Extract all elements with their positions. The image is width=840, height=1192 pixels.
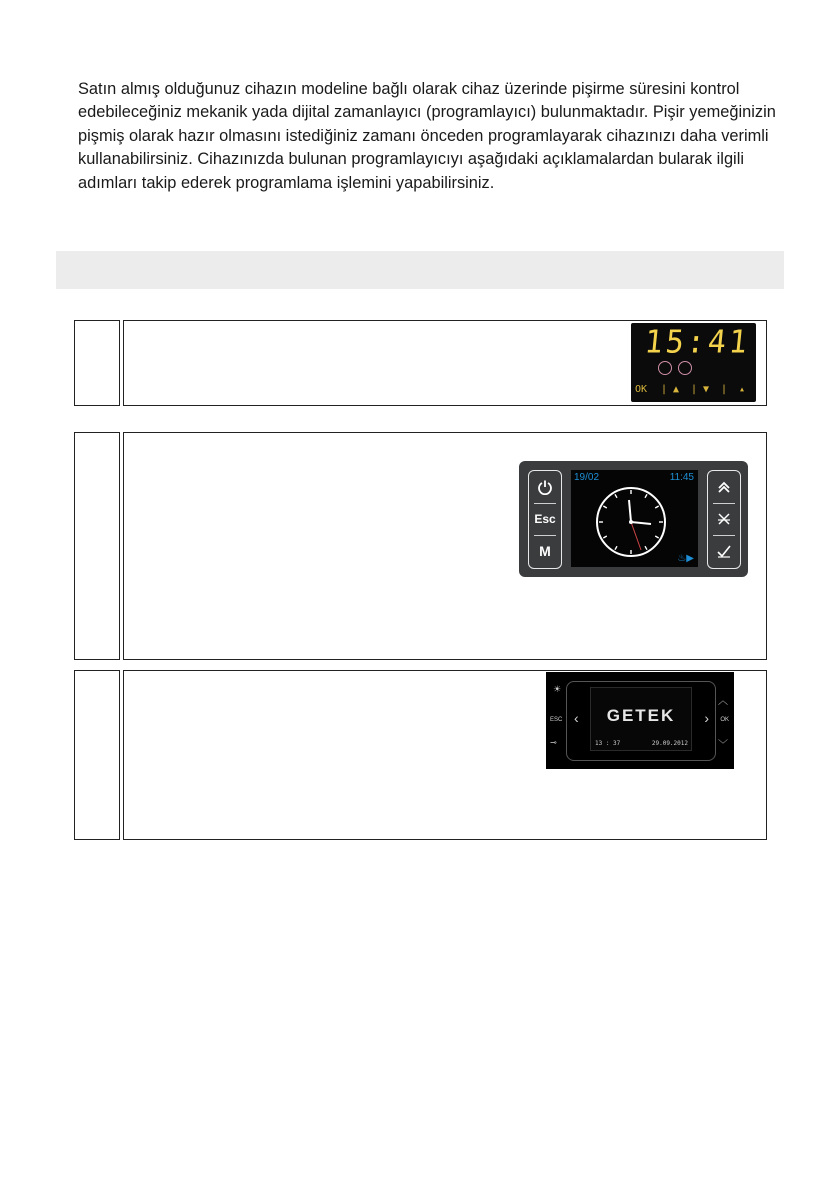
screen-date: 29.09.2012 (651, 740, 688, 747)
divider: | (721, 384, 728, 395)
up-arrow-icon[interactable]: ▲ (673, 384, 680, 395)
right-button-column (707, 470, 741, 569)
lock-icon (658, 361, 672, 375)
ok-button[interactable]: OK (720, 717, 729, 723)
confirm-button[interactable] (708, 535, 740, 567)
power-icon (537, 479, 553, 495)
screen-time: 11:45 (669, 472, 694, 483)
left-button-column (528, 470, 562, 569)
step-number-cell-2 (74, 432, 120, 660)
down-arrow-icon[interactable]: ▼ (703, 384, 710, 395)
chevron-right-icon[interactable]: › (704, 710, 709, 726)
chevron-left-icon[interactable]: ‹ (574, 710, 579, 726)
power-button[interactable] (529, 471, 561, 503)
up-button[interactable] (708, 471, 740, 503)
esc-button[interactable]: Esc (534, 512, 556, 526)
check-icon (716, 543, 732, 559)
led-time-readout: 15:41 (642, 324, 752, 361)
screen-date: 19/02 (574, 472, 600, 483)
led-button-row (635, 384, 752, 398)
clock-screen (571, 470, 698, 567)
chevron-up-icon[interactable]: ︿ (718, 696, 728, 707)
analog-clock-control-panel (519, 461, 748, 577)
section-header-bar (56, 251, 784, 289)
esc-button[interactable]: ESC (550, 717, 563, 723)
screen-time: 13 : 37 (595, 740, 621, 747)
lamp-icon (716, 511, 732, 527)
chevron-down-icon[interactable]: ﹀ (718, 740, 728, 751)
step-number-cell-3 (74, 670, 120, 840)
double-chevron-up-icon (716, 479, 732, 495)
led-timer-display (631, 323, 756, 402)
getek-logo: GETEK (606, 706, 676, 725)
step-number-cell-1 (74, 320, 120, 406)
menu-button[interactable]: M (539, 543, 551, 559)
key-lock-icon[interactable]: ⊸ (550, 738, 557, 747)
divider: | (691, 384, 698, 395)
divider: | (661, 384, 668, 395)
oven-mode-icon: ♨▶ (677, 553, 694, 564)
getek-control-panel (546, 672, 734, 769)
ok-button[interactable]: OK (635, 384, 648, 395)
light-button[interactable] (708, 503, 740, 535)
clock-icon (678, 361, 692, 375)
getek-screen (590, 687, 692, 751)
lamp-icon[interactable]: ☀ (553, 684, 562, 694)
intro-paragraph: Satın almış olduğunuz cihazın modeline bağlı olarak cihaz üzerinde pişirme süresini kontrol edebileceğiniz mekanik yada dijital zamanlayıcı (programlayıcı) bulunmaktadır. Pişir yemeğinizin pişmiş olarak hazır olmasını istediğiniz zamanı önceden programlayarak cihazınızı daha verimli kullanabilirsiniz. Cihazınızda bulunan programlayıcıyı aşağıdaki açıklamalardan bularak ilgili adımları takip ederek programlama işlemini yapabilirsiniz. (78, 80, 776, 192)
bell-icon[interactable]: ▴ (739, 384, 746, 395)
